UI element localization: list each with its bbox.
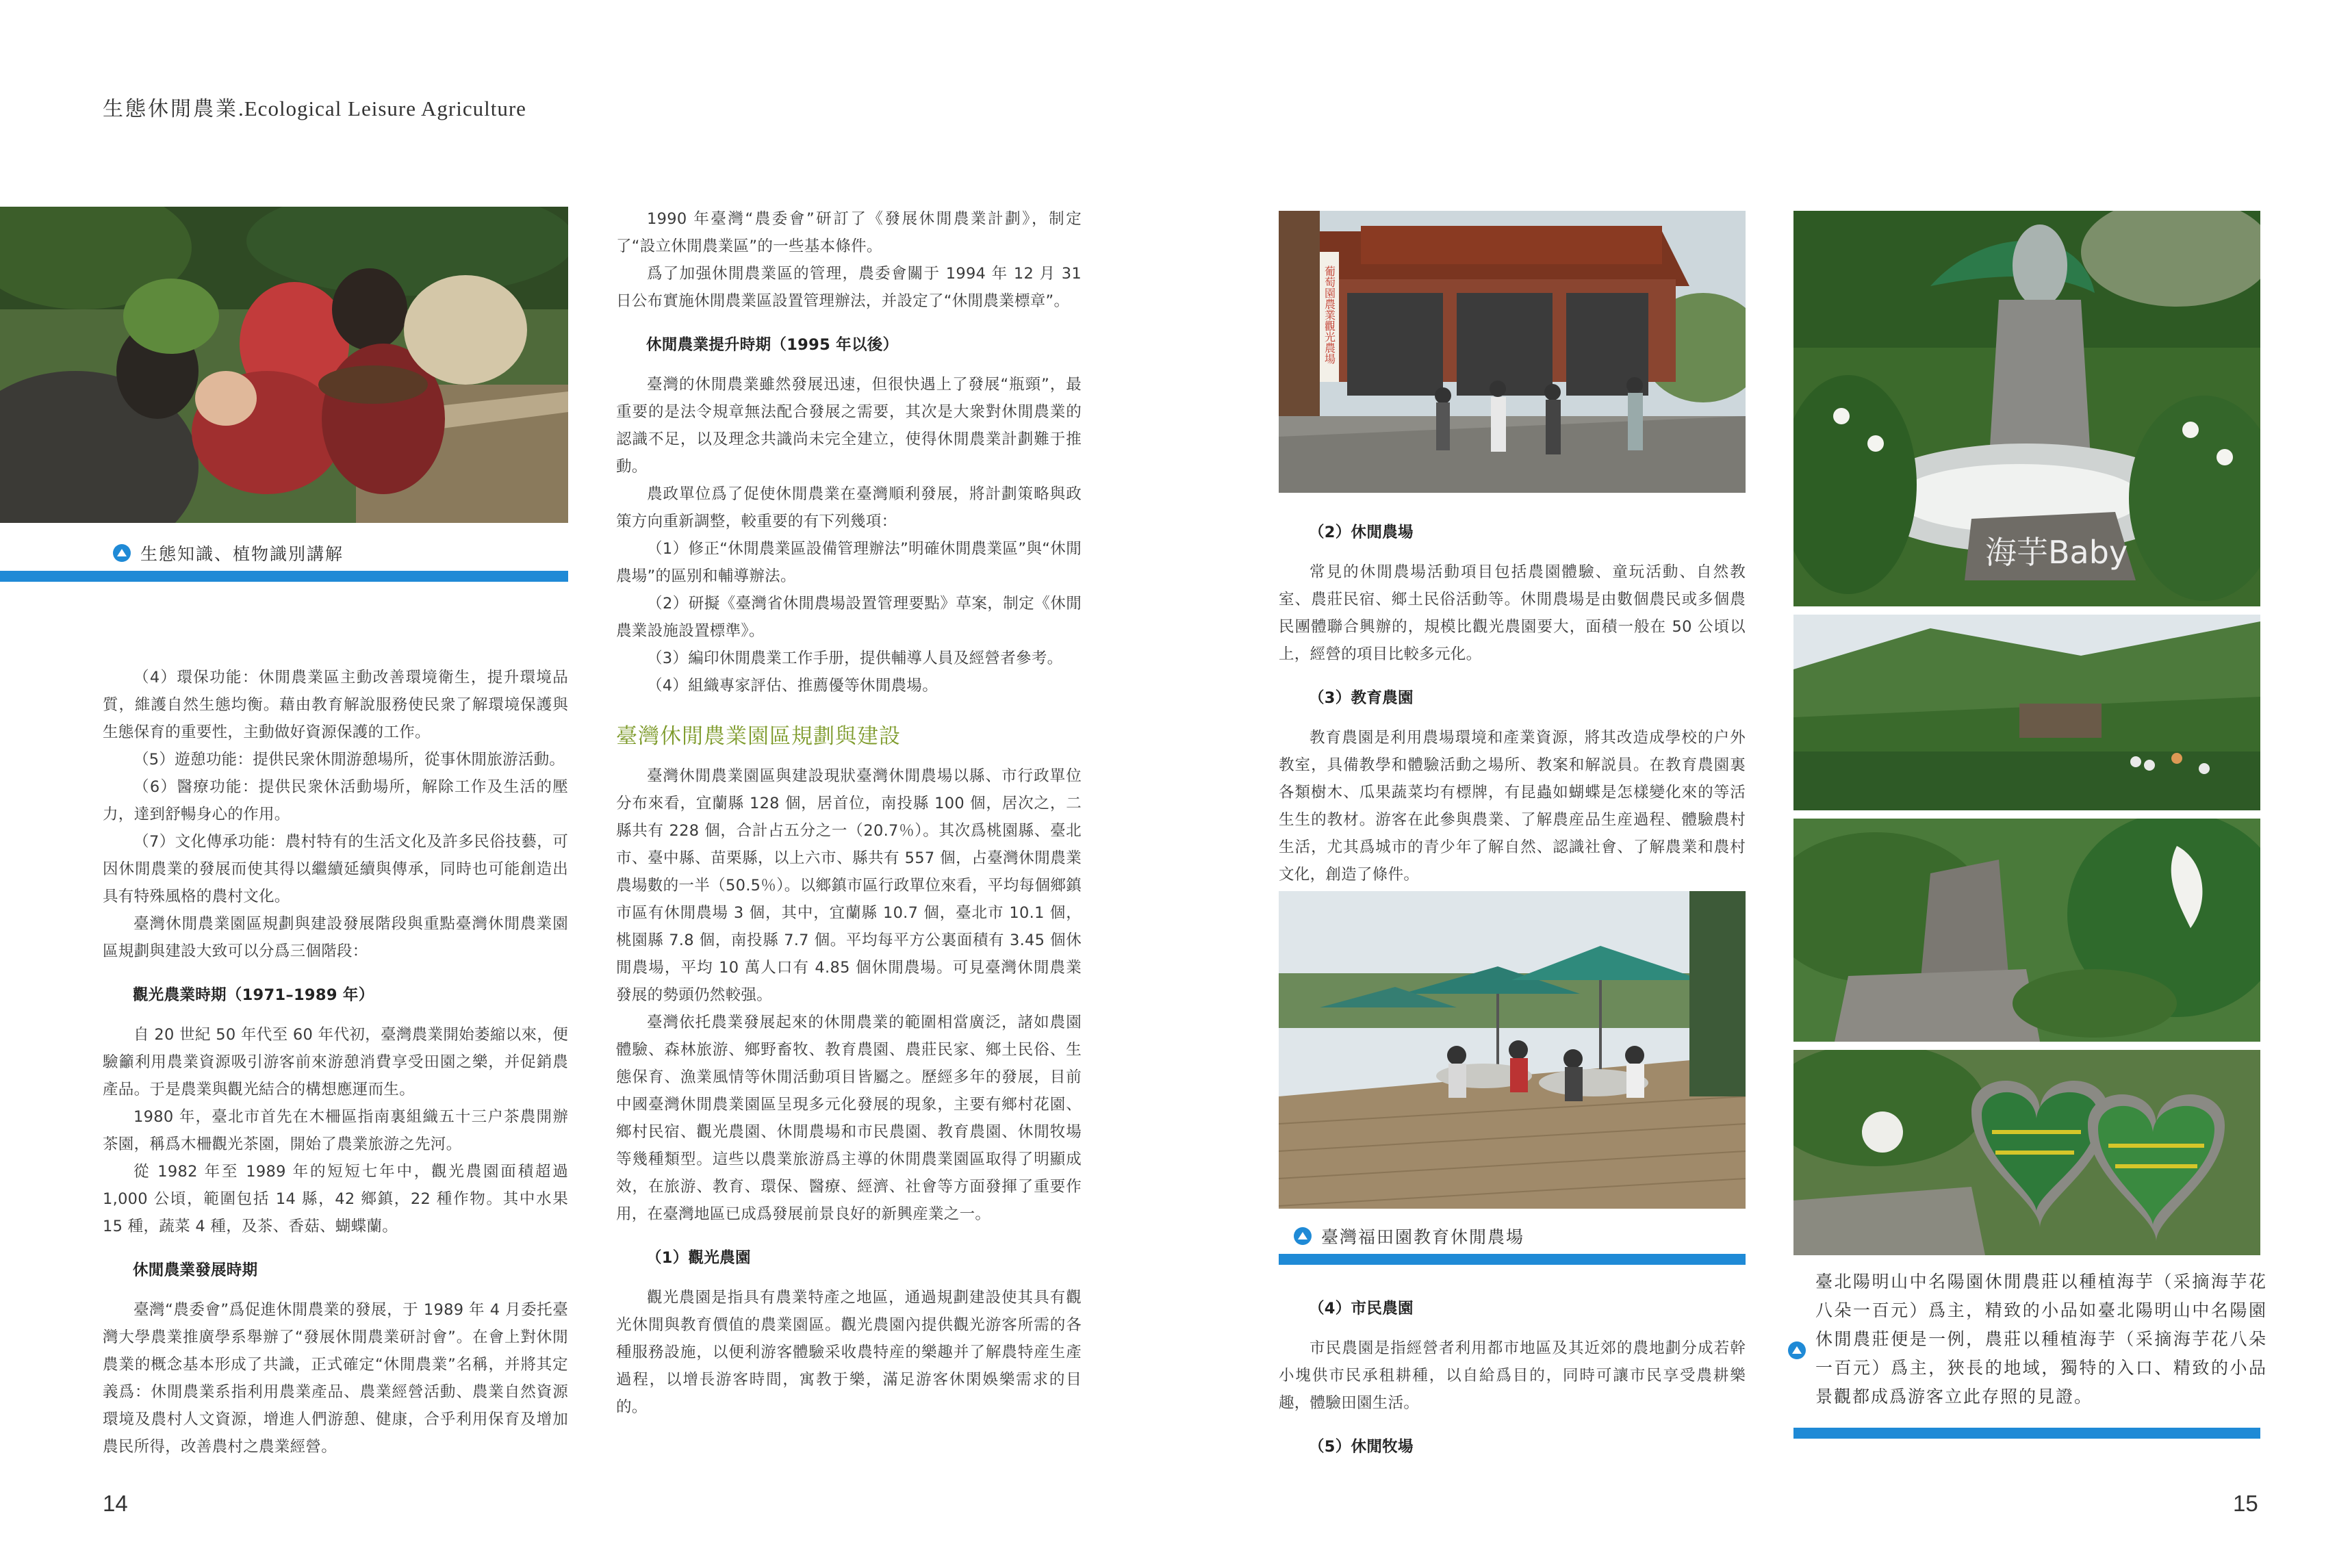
subheading: （3）教育農園 (1309, 689, 1414, 707)
paragraph: 1990 年臺灣“農委會”研訂了《發展休閒農業計劃》，制定了“設立休閒農業區”的一些基本條件。 (616, 210, 1082, 255)
paragraph: 臺灣的休閒農業雖然發展迅速，但很快遇上了發展“瓶頸”，最重要的是法令規章無法配合發展之需要，其次是大衆對休閒農業的認識不足，以及理念共識尚未完全建立，使得休閒農業計劃難于推動。 (616, 376, 1082, 476)
paragraph: 臺灣休閒農業園區規劃與建設發展階段與重點臺灣休閒農業園區規劃與建設大致可以分爲三個階段： (103, 915, 568, 960)
paragraph: 臺灣“農委會”爲促進休閒農業的發展，于 1989 年 4 月委托臺灣大學農業推廣學系舉辦了“發展休閒農業研討會”。在會上對休閒農業的概念基本形成了共識，正式確定“休閒農業”名稱，并將其定義爲：休閒農業系指利用農業產品、農業經營活動、農業自然資源環境及農村人文資源，增進人們游憩、健康，合乎利用保育及增加農民所得，改善農村之農業經營。 (103, 1301, 568, 1456)
caption-bar (1793, 1428, 2260, 1439)
paragraph: （5）遊憩功能：提供民衆休閒游憩場所，從事休閒旅游活動。 (133, 751, 565, 769)
paragraph: （1）修正“休閒農業區設備管理辦法”明確休閒農業區”與“休閒農場”的區别和輔導辦法。 (616, 540, 1082, 585)
paragraph: 常見的休閒農場活動項目包括農園體驗、童玩活動、自然教室、農莊民宿、鄉土民俗活動等。休閒農場是由數個農民或多個農民團體聯合興辦的，規模比觀光農園要大，面積一般在 50 公頃以上，經營的項目比較多元化。 (1279, 563, 1746, 663)
column-3 (1279, 513, 1746, 888)
photo3-caption (1294, 1224, 1524, 1248)
subheading: （2）休閒農場 (1309, 524, 1414, 541)
photo4-caption (1788, 1268, 2267, 1411)
header-zh: 生態休閒農業 (103, 97, 238, 121)
paragraph: 臺灣依托農業發展起來的休閒農業的範圍相當廣泛，諸如農園體驗、森林旅游、鄉野畜牧、教育農園、農莊民家、鄉土民俗、生態保育、漁業風情等休閒活動項目皆屬之。歷經多年的發展，目前中國臺灣休閒農業園區呈現多元化發展的現象，主要有鄉村花園、鄉村民宿、觀光農園、休閒農場和市民農園、教育農園、休閒牧場等幾種類型。這些以農業旅游爲主導的休閒農業園區取得了明顯成效，在旅游、教育、環保、醫療、經濟、社會等方面發揮了重要作用，在臺灣地區已成爲發展前景良好的新興産業之一。 (616, 1014, 1082, 1223)
farm-building-photo (1279, 211, 1746, 493)
subheading: 休閒農業提升時期（1995 年以後） (646, 336, 899, 354)
photo3-caption-text: 臺灣福田園教育休閒農場 (1321, 1227, 1525, 1247)
photo4-caption-text: 臺北陽明山中名陽園休閒農莊以種植海芋（采摘海芋花八朵一百元）爲主，精致的小品如臺北陽明山中名陽園休閒農莊便是一例，農莊以種植海芋（采摘海芋花八朵一百元）爲主，狹長的地域，獨特的入口、精致的小品景觀都成爲游客立此存照的見證。 (1815, 1272, 2267, 1406)
header-en: .Ecological Leisure Agriculture (238, 97, 526, 120)
calla-lily-sculpture-photo (1793, 211, 2260, 606)
triangle-icon (113, 544, 131, 562)
caption-bar (0, 571, 568, 582)
page-number-right: 15 (2233, 1491, 2258, 1516)
caption-bar (1279, 1254, 1746, 1265)
paragraph: （3）編印休閒農業工作手册，提供輔導人員及經營者參考。 (647, 650, 1063, 667)
paragraph: 臺灣休閒農業園區與建設現狀臺灣休閒農場以縣、市行政單位分布來看，宜蘭縣 128 個，居首位，南投縣 100 個，居次之，二縣共有 228 個，合計占五分之一（20.7％）。其次爲桃園縣、臺北市、臺中縣、苗栗縣，以上六市、縣共有 557 個，占臺灣休閒農業農場數的一半（50.5％）。以鄉鎮市區行政單位來看，平均每個鄉鎮市區有休閒農場 3 個，其中，宜蘭縣 10.7 個，臺北市 10.1 個，桃園縣 7.8 個，南投縣 7.7 個。平均每平方公裏面積有 3.45 個休閒農場，平均 10 萬人口有 4.85 個休閒農場。可見臺灣休閒農業發展的勢頭仍然較强。 (616, 767, 1082, 1004)
paragraph: （2）研擬《臺灣省休閒農場設置管理要點》草案，制定《休閒農業設施設置標準》。 (616, 595, 1082, 640)
subheading: 休閒農業發展時期 (133, 1261, 258, 1279)
children-plants-photo (0, 207, 568, 523)
garden-stones-photo (1793, 819, 2260, 1042)
paragraph: （4）環保功能：休閒農業區主動改善環境衛生，提升環境品質，維護自然生態均衡。藉由教育解說服務使民衆了解環境保護與生態保育的重要性，主動做好資源保護的工作。 (103, 669, 568, 741)
paragraph: 觀光農園是指具有農業特產之地區，通過規劃建設使其具有觀光休閒與教育價值的農業園區。觀光農園內提供觀光游客所需的各種服務設施，以便利游客體驗采收農特産的樂趣并了解農特産生產過程，以增長游客時間，寓教于樂，滿足游客休閑娛樂需求的目的。 (616, 1289, 1082, 1416)
mountain-valley-photo (1793, 615, 2260, 810)
paragraph: （7）文化傳承功能：農村特有的生活文化及許多民俗技藝，可因休閒農業的發展而使其得以繼續延續與傳承，同時也可能創造出具有特殊風格的農村文化。 (103, 833, 568, 905)
subheading: （1）觀光農園 (646, 1249, 751, 1267)
sign-text: 葡萄園農業觀光農場 (1323, 266, 1336, 364)
column-3-continued (1279, 1278, 1746, 1473)
subheading: 觀光農業時期（1971–1989 年） (133, 986, 374, 1004)
heart-mosaic-photo (1793, 1050, 2260, 1255)
page-number-left: 14 (103, 1491, 128, 1516)
paragraph: （4）組織專家評估、推薦優等休閒農場。 (647, 677, 938, 695)
section-heading: 臺灣休閒農業園區規劃與建設 (616, 724, 901, 749)
paragraph: 市民農園是指經營者利用都市地區及其近郊的農地劃分成若幹小塊供市民承租耕種，以自給爲目的，同時可讓市民享受農耕樂趣，體驗田園生活。 (1279, 1339, 1746, 1412)
photo1-caption-text: 生態知識、植物識別講解 (140, 544, 344, 564)
paragraph: 教育農園是利用農場環境和產業資源，將其改造成學校的户外教室，具備教學和體驗活動之場所、教案和解説員。在教育農園裏各類樹木、瓜果蔬菜均有標牌，有昆蟲如蝴蝶是怎樣變化來的等活生生的教材。游客在此參與農業、了解農産品生産過程、體驗農村生活，尤其爲城市的青少年了解自然、認識社會、了解農業和農村文化，創造了條件。 (1279, 729, 1746, 884)
paragraph: 自 20 世紀 50 年代至 60 年代初，臺灣農業開始萎縮以來，便驗籲利用農業資源吸引游客前來游憩消費享受田園之樂，并促銷農產品。于是農業與觀光結合的構想應運而生。 (103, 1026, 568, 1098)
subheading: （4）市民農園 (1309, 1300, 1414, 1318)
triangle-icon (1788, 1341, 1806, 1359)
paragraph: （6）醫療功能：提供民衆休活動場所，解除工作及生活的壓力，達到舒暢身心的作用。 (103, 778, 568, 823)
paragraph: 爲了加强休閒農業區的管理，農委會關于 1994 年 12 月 31 日公布實施休閒農業區設置管理辦法，并設定了“休閒農業標章”。 (616, 265, 1082, 310)
paragraph: 農政單位爲了促使休閒農業在臺灣順利發展，將計劃策略與政策方向重新調整，較重要的有下列幾項： (616, 485, 1082, 530)
photo1-caption (113, 541, 344, 565)
outdoor-cafe-photo (1279, 891, 1746, 1209)
subheading: （5）休閒牧場 (1309, 1438, 1414, 1456)
column-2 (616, 205, 1082, 1421)
stone-text: 海芋Baby (1985, 534, 2128, 571)
paragraph: 1980 年，臺北市首先在木柵區指南裏組織五十三户茶農開辦茶園，稱爲木柵觀光茶園，開始了農業旅游之先河。 (103, 1108, 568, 1153)
running-header (103, 92, 526, 122)
paragraph: 從 1982 年至 1989 年的短短七年中，觀光農園面積超過 1,000 公頃，範圍包括 14 縣，42 鄉鎮，22 種作物。其中水果 15 種，蔬菜 4 種，及茶、香菇、蝴蝶蘭。 (103, 1163, 568, 1235)
column-1 (103, 664, 568, 1461)
triangle-icon (1294, 1227, 1312, 1245)
